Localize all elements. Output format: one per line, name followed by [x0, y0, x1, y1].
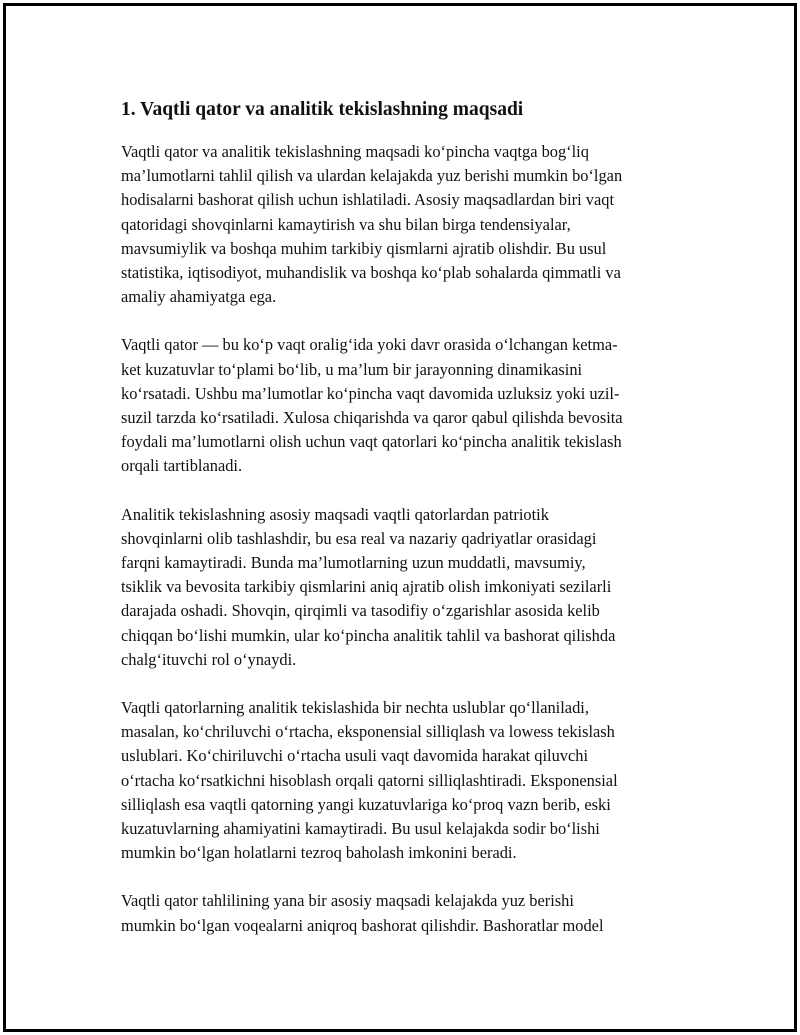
- paragraph-line: mavsumiylik va boshqa muhim tarkibiy qismlarni ajratib olishdir. Bu usul: [121, 238, 607, 258]
- paragraph-line: darajada oshadi. Shovqin, qirqimli va tasodifiy o‘zgarishlar asosida kelib: [121, 601, 600, 621]
- paragraph-line: uslublari. Ko‘chiriluvchi o‘rtacha usuli vaqt davomida harakat qiluvchi: [121, 746, 588, 766]
- paragraph-line: farqni kamaytiradi. Bunda ma’lumotlarning uzun muddatli, mavsumiy,: [121, 553, 586, 573]
- paragraph-5: [121, 889, 696, 937]
- paragraph-line: suzil tarzda ko‘rsatiladi. Xulosa chiqarishda va qaror qabul qilishda bevosita: [121, 408, 623, 428]
- paragraph-line: masalan, ko‘chriluvchi o‘rtacha, eksponensial silliqlash va lowess tekislash: [121, 722, 615, 742]
- paragraph-line: kuzatuvlarning ahamiyatini kamaytiradi. Bu usul kelajakda sodir bo‘lishi: [121, 819, 600, 839]
- paragraph-line: ket kuzatuvlar to‘plami bo‘lib, u ma’lum bir jarayonning dinamikasini: [121, 359, 583, 379]
- paragraph-line: statistika, iqtisodiyot, muhandislik va boshqa ko‘plab sohalarda qimmatli va: [121, 263, 621, 283]
- section-title: 1. Vaqtli qator va analitik tekislashning maqsadi: [121, 99, 524, 120]
- paragraph-line: o‘rtacha ko‘rsatkichni hisoblash orqali qatorni silliqlashtiradi. Eksponensial: [121, 770, 618, 790]
- paragraph-line: mumkin bo‘lgan voqealarni aniqroq bashorat qilishdir. Bashoratlar model: [121, 915, 604, 935]
- paragraph-line: tsiklik va bevosita tarkibiy qismlarini aniq ajratib olish imkoniyati sezilarli: [121, 577, 612, 597]
- paragraph-line: hodisalarni bashorat qilish uchun ishlatiladi. Asosiy maqsadlardan biri vaqt: [121, 190, 614, 210]
- paragraph-line: chiqqan bo‘lishi mumkin, ular ko‘pincha analitik tahlil va bashorat qilishda: [121, 625, 616, 645]
- paragraph-line: foydali ma’lumotlarni olish uchun vaqt qatorlari ko‘pincha analitik tekislash: [121, 432, 622, 452]
- paragraph-line: shovqinlarni olib tashlashdir, bu esa real va nazariy qadriyatlar orasidagi: [121, 528, 597, 548]
- paragraph-line: qatoridagi shovqinlarni kamaytirish va shu bilan birga tendensiyalar,: [121, 214, 571, 234]
- document-body: [121, 98, 696, 962]
- paragraph-line: Vaqtli qator tahlilining yana bir asosiy maqsadi kelajakda yuz berishi: [121, 891, 574, 911]
- paragraph-3: [121, 503, 696, 672]
- paragraph-4: [121, 696, 696, 865]
- paragraph-line: amaliy ahamiyatga ega.: [121, 287, 277, 307]
- paragraph-1: [121, 140, 696, 309]
- paragraph-line: Vaqtli qator va analitik tekislashning maqsadi ko‘pincha vaqtga bog‘liq: [121, 142, 589, 161]
- paragraph-2: [121, 333, 696, 478]
- paragraph-line: chalg‘ituvchi rol o‘ynaydi.: [121, 649, 297, 669]
- paragraph-line: Vaqtli qator — bu ko‘p vaqt oralig‘ida yoki davr orasida o‘lchangan ketma-: [121, 335, 618, 355]
- paragraph-line: Analitik tekislashning asosiy maqsadi vaqtli qatorlardan patriotik: [121, 504, 549, 524]
- paragraph-line: mumkin bo‘lgan holatlarni tezroq baholash imkonini beradi.: [121, 843, 517, 863]
- paragraph-line: ko‘rsatadi. Ushbu ma’lumotlar ko‘pincha vaqt davomida uzluksiz yoki uzil-: [121, 383, 620, 403]
- page-frame: [3, 3, 797, 1032]
- paragraph-line: silliqlash esa vaqtli qatorning yangi kuzatuvlariga ko‘proq vazn berib, eski: [121, 794, 611, 814]
- paragraph-line: Vaqtli qatorlarning analitik tekislashida bir nechta uslublar qo‘llaniladi,: [121, 698, 589, 718]
- paragraph-line: orqali tartiblanadi.: [121, 456, 243, 476]
- paragraph-line: ma’lumotlarni tahlil qilish va ulardan kelajakda yuz berishi mumkin bo‘lgan: [121, 166, 623, 186]
